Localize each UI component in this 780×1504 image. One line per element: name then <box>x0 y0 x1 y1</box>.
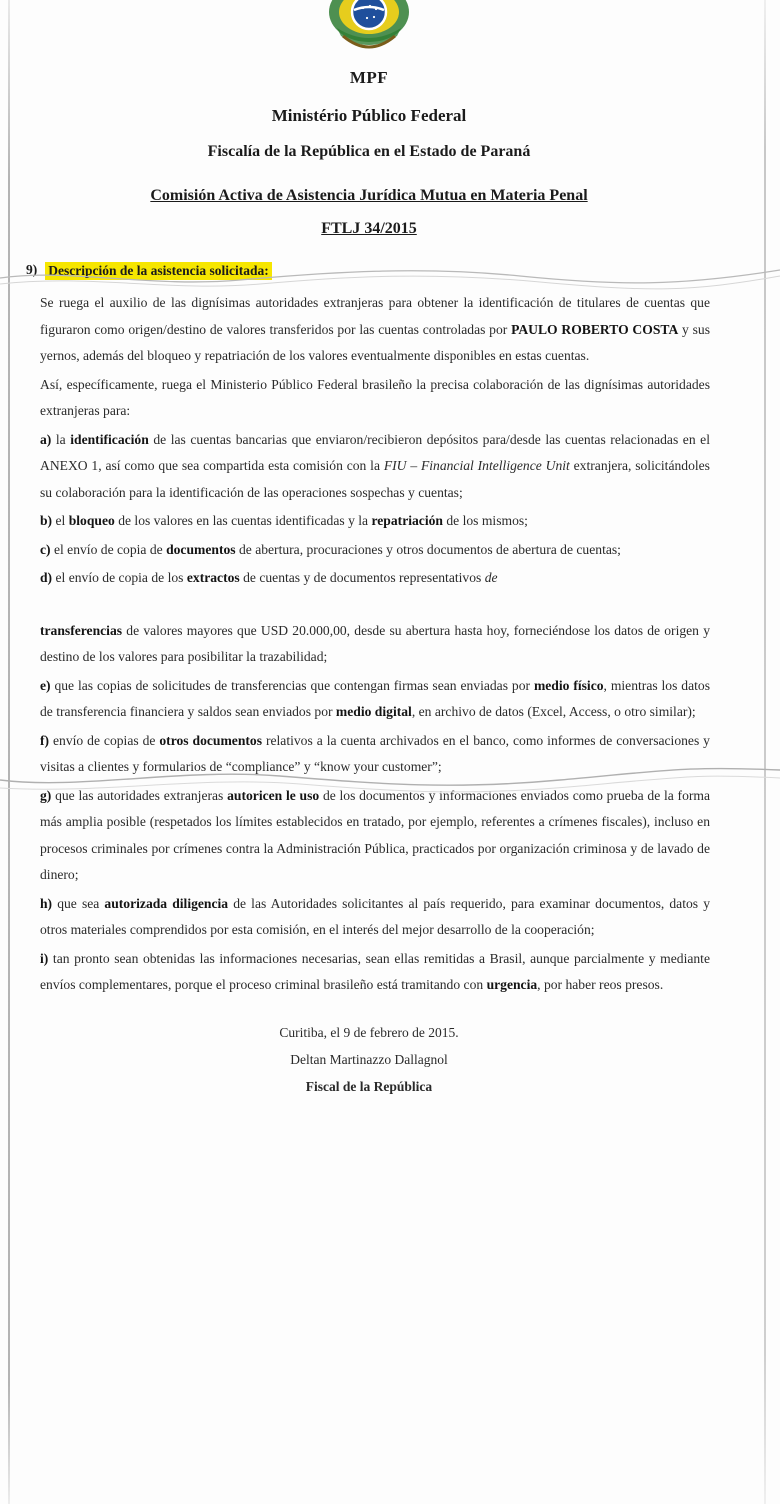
paragraph-item-d-cont: transferencias de valores mayores que USD 20.000,00, desde su abertura hasta hoy, forneciéndose los datos de origen y destino de los valores para posibilitar la trazabilidad; <box>40 622 710 665</box>
document-reference: FTLJ 34/2015 <box>321 219 417 237</box>
paragraph-item-c: c) el envío de copia de documentos de abertura, procuraciones y otros documentos de abertura de cuentas; <box>40 541 621 557</box>
place-and-date: Curitiba, el 9 de febrero de 2015. <box>279 1024 459 1040</box>
signer-name: Deltan Martinazzo Dallagnol <box>290 1051 448 1067</box>
paragraph-item-g: g) que las autoridades extranjeras autoricen le uso de los documentos y informaciones enviados como prueba de la forma más amplia posible (respetados los límites establecidos en tratado, por ejemplo, referentes a crímenes fiscales), incluso en procesos criminales por crímenes contra la Administración Pública, practicados por organización criminosa y de lavado de dinero; <box>40 787 710 883</box>
body-text-block <box>26 290 712 592</box>
header-organization: Ministério Público Federal <box>271 105 467 125</box>
header-acronym: MPF <box>349 68 389 87</box>
header-unit: Fiscalía de la República en el Estado de Paraná <box>207 143 531 161</box>
paragraph-item-a: a) la identificación de las cuentas bancarias que enviaron/recibieron depósitos para/desde las cuentas relacionadas en el ANEXO 1, así como que sea compartida esta comisión con la FIU – Financial Intelligence Unit extranjera, solicitándoles su colaboración para la identificación de las operaciones sospechas y cuentas; <box>40 431 710 500</box>
brazil-coat-of-arms-icon <box>323 0 415 62</box>
crest-container <box>26 0 712 62</box>
paragraph-item-h: h) que sea autorizada diligencia de las Autoridades solicitantes al país requerido, para examinar documentos, datos y otros materiales comprendidos por esta comisión, en el interés del mejor desarrollo de la cooperación; <box>40 895 710 938</box>
paragraph-item-b: b) el bloqueo de los valores en las cuentas identificadas y la repatriación de los mismos; <box>40 513 528 529</box>
signer-role: Fiscal de la República <box>305 1078 433 1094</box>
paragraph-request: Así, específicamente, ruega el Ministerio Público Federal brasileño la precisa colaboración de las dignísimas autoridades extranjeras para: <box>40 376 710 419</box>
section-heading-row <box>26 262 712 280</box>
paragraph-item-f: f) envío de copias de otros documentos relativos a la cuenta archivados en el banco, como informes de conversaciones y visitas a clientes y formularios de “compliance” y “know your customer”; <box>40 732 710 775</box>
paragraph-item-d: d) el envío de copia de los extractos de cuentas y de documentos representativos de <box>40 570 498 586</box>
paragraph-intro: Se ruega el auxilio de las dignísimas autoridades extranjeras para obtener la identificación de titulares de cuentas que figuraron como origen/destino de valores transferidos por las cuentas controladas por PAULO ROBERTO COSTA y sus yernos, además del bloqueo y repatriación de los valores eventualmente disponibles en estas cuentas. <box>40 295 710 364</box>
body-text-block-continued <box>26 618 712 999</box>
section-number: 9) <box>26 262 38 278</box>
scan-distortion-band <box>26 592 712 618</box>
paragraph-item-e: e) que las copias de solicitudes de transferencias que contengan firmas sean enviadas por medio físico, mientras los datos de transferencia financiera y saldos sean enviados por medio digital, en archivo de datos (Excel, Access, o otro similar); <box>40 677 710 720</box>
signature-block <box>26 1019 712 1100</box>
paragraph-item-i: i) tan pronto sean obtenidas las informaciones necesarias, sean ellas remitidas a Brasil, aunque parcialmente y mediante envíos complementares, porque el proceso criminal brasileño está tramitando con urgencia, por haber reos presos. <box>40 950 710 993</box>
document-title: Comisión Activa de Asistencia Jurídica Mutua en Materia Penal <box>150 187 588 205</box>
section-heading: Descripción de la asistencia solicitada: <box>45 262 271 280</box>
